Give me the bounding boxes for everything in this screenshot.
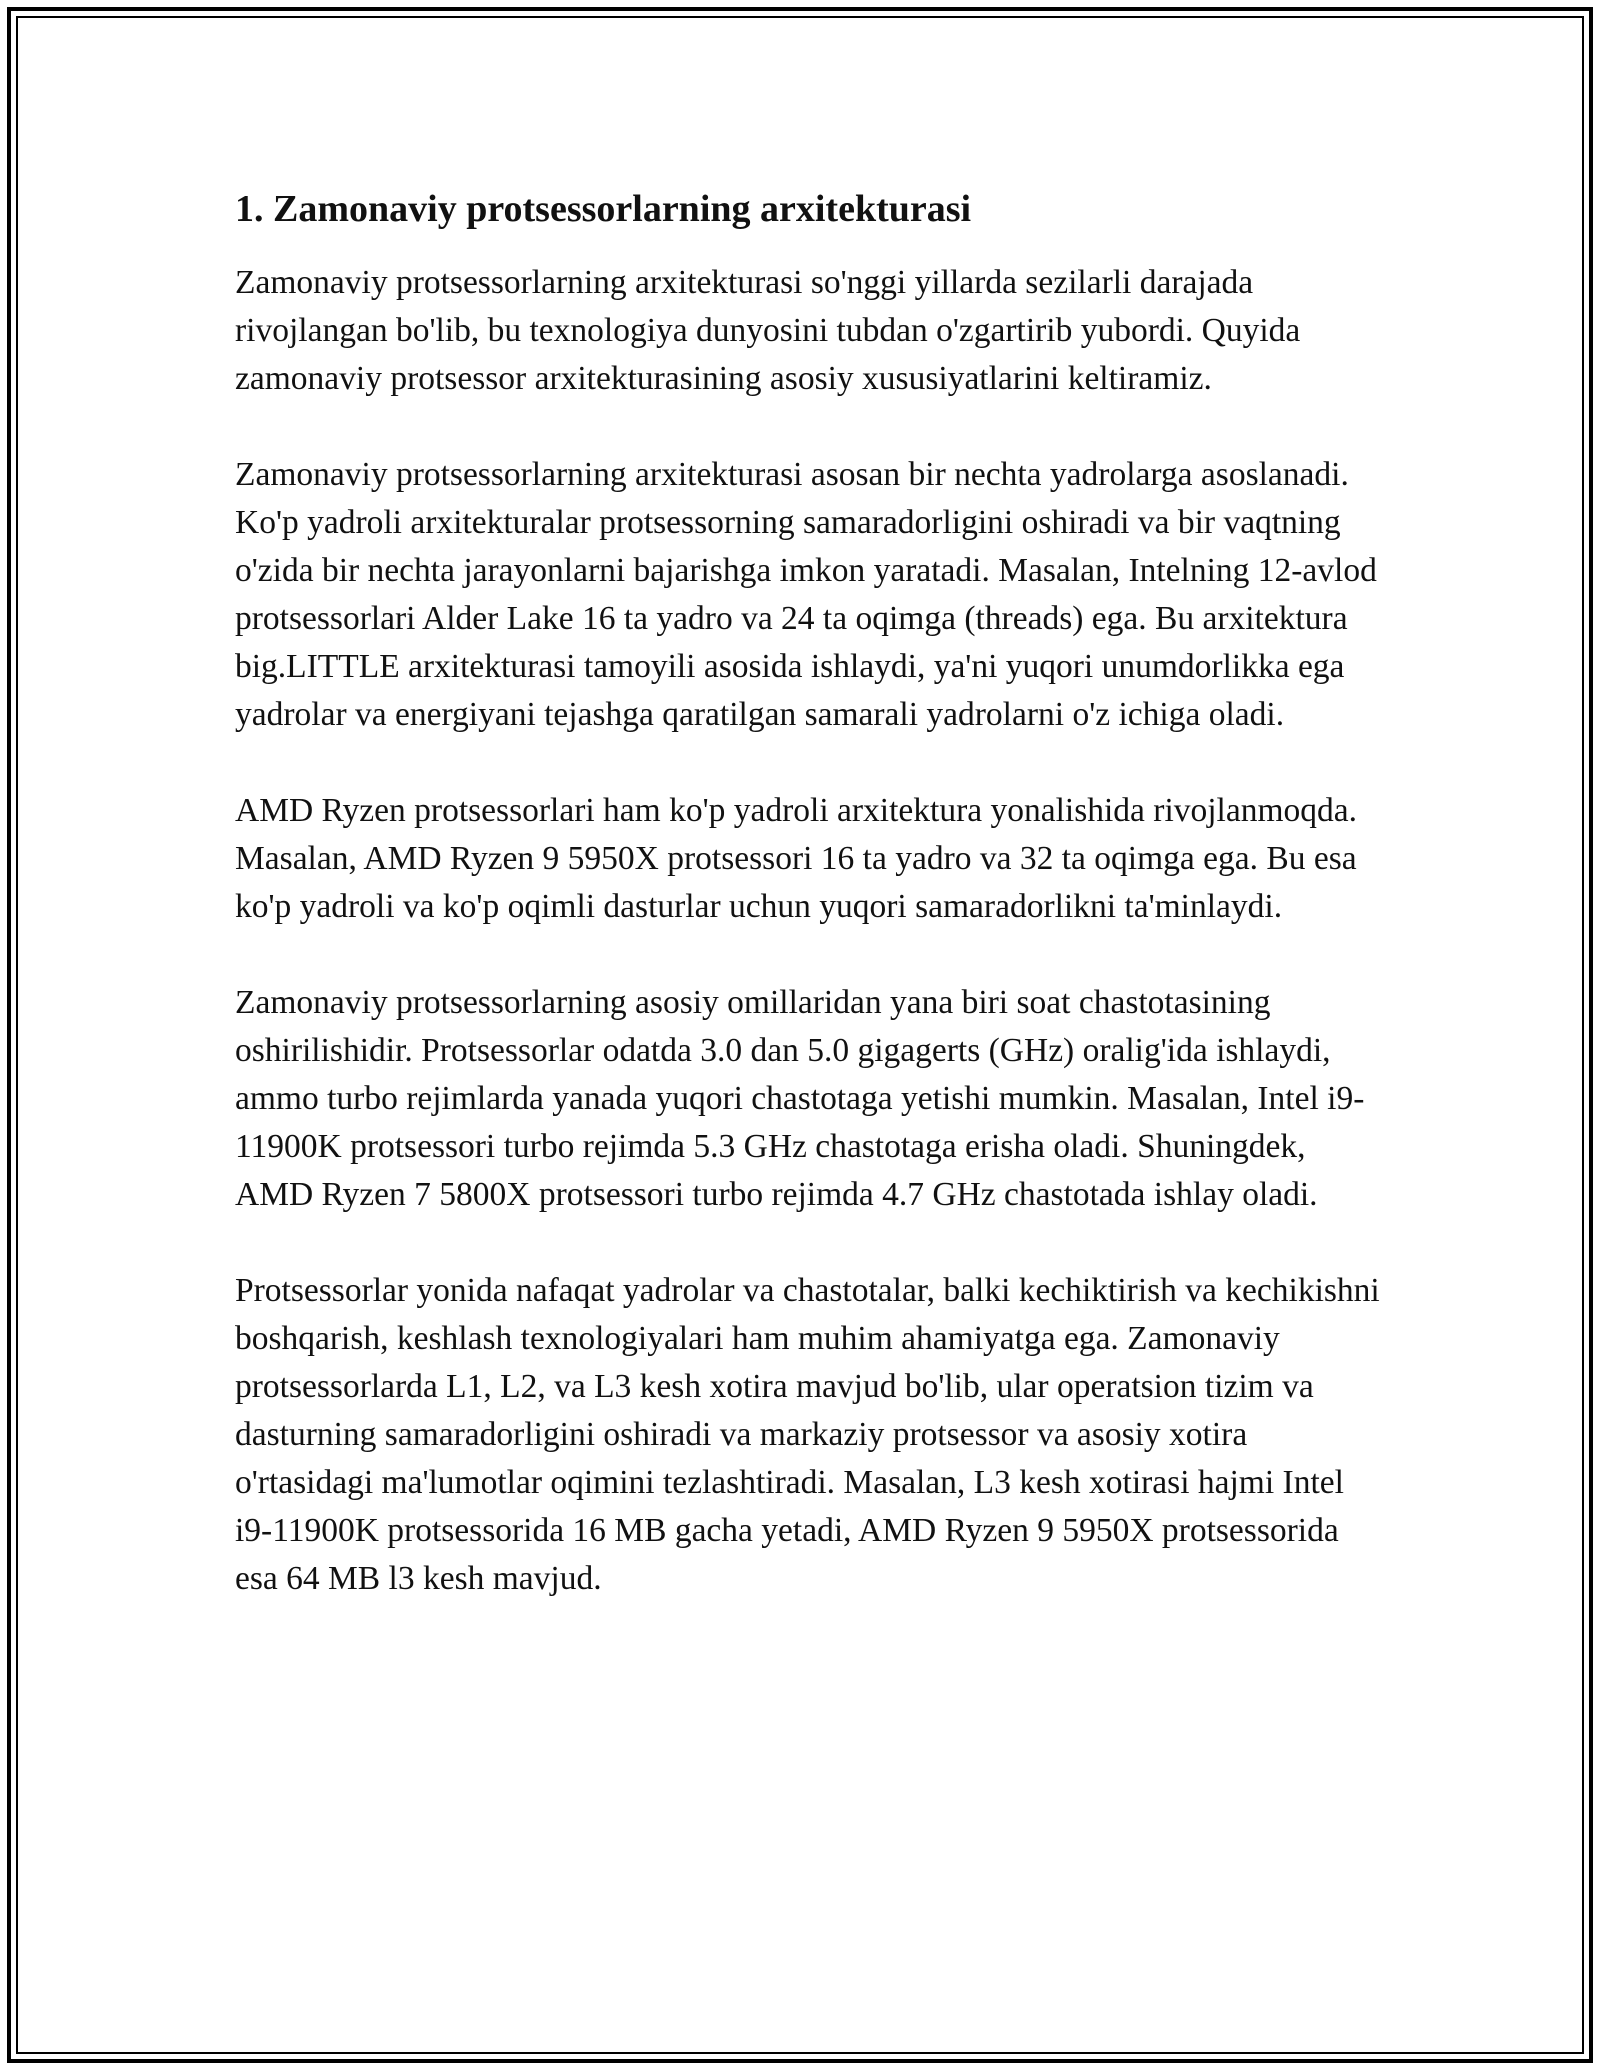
paragraph-clock-frequency: Zamonaviy protsessorlarning asosiy omillaridan yana biri soat chastotasining oshirilishidir. Protsessorlar odatda 3.0 dan 5.0 gigagerts (GHz) oralig'ida ishlaydi, ammo turbo rejimlarda yanada yuqori chastotaga yetishi mumkin. Masalan, Intel i9-11900K protsessori turbo rejimda 5.3 GHz chastotaga erisha oladi. Shuningdek, AMD Ryzen 7 5800X protsessori turbo rejimda 4.7 GHz chastotada ishlay oladi. — [235, 984, 1365, 1213]
paragraph-multicore: Zamonaviy protsessorlarning arxitekturasi asosan bir nechta yadrolarga asoslanadi. Ko'p yadroli arxitekturalar protsessorning samaradorligini oshiradi va bir vaqtning o'zida bir nechta jarayonlarni bajarishga imkon yaratadi. Masalan, Intelning 12-avlod protsessorlari Alder Lake 16 ta yadro va 24 ta oqimga (threads) ega. Bu arxitektura big.LITTLE arxitekturasi tamoyili asosida ishlaydi, ya'ni yuqori unumdorlikka ega yadrolar va energiyani tejashga qaratilgan samarali yadrolarni o'z ichiga oladi. — [235, 456, 1377, 733]
paragraph-cache: Protsessorlar yonida nafaqat yadrolar va chastotalar, balki kechiktirish va kechikishni boshqarish, keshlash texnologiyalari ham muhim ahamiyatga ega. Zamonaviy protsessorlarda L1, L2, va L3 kesh xotira mavjud bo'lib, ular operatsion tizim va dasturning samaradorligini oshiradi va markaziy protsessor va asosiy xotira o'rtasidagi ma'lumotlar oqimini tezlashtiradi. Masalan, L3 kesh xotirasi hajmi Intel i9-11900K protsessorida 16 MB gacha yetadi, AMD Ryzen 9 5950X protsessorida esa 64 MB l3 kesh mavjud. — [235, 1272, 1380, 1597]
document-title: 1. Zamonaviy protsessorlarning arxitekturasi — [235, 188, 972, 230]
document-body — [235, 185, 1385, 1603]
paragraph-intro: Zamonaviy protsessorlarning arxitekturasi so'nggi yillarda sezilarli darajada rivojlangan bo'lib, bu texnologiya dunyosini tubdan o'zgartirib yubordi. Quyida zamonaviy protsessor arxitekturasining asosiy xususiyatlarini keltiramiz. — [235, 264, 1301, 397]
paragraph-amd-ryzen: AMD Ryzen protsessorlari ham ko'p yadroli arxitektura yonalishida rivojlanmoqda. Masalan, AMD Ryzen 9 5950X protsessori 16 ta yadro va 32 ta oqimga ega. Bu esa ko'p yadroli va ko'p oqimli dasturlar uchun yuqori samaradorlikni ta'minlaydi. — [235, 792, 1358, 925]
